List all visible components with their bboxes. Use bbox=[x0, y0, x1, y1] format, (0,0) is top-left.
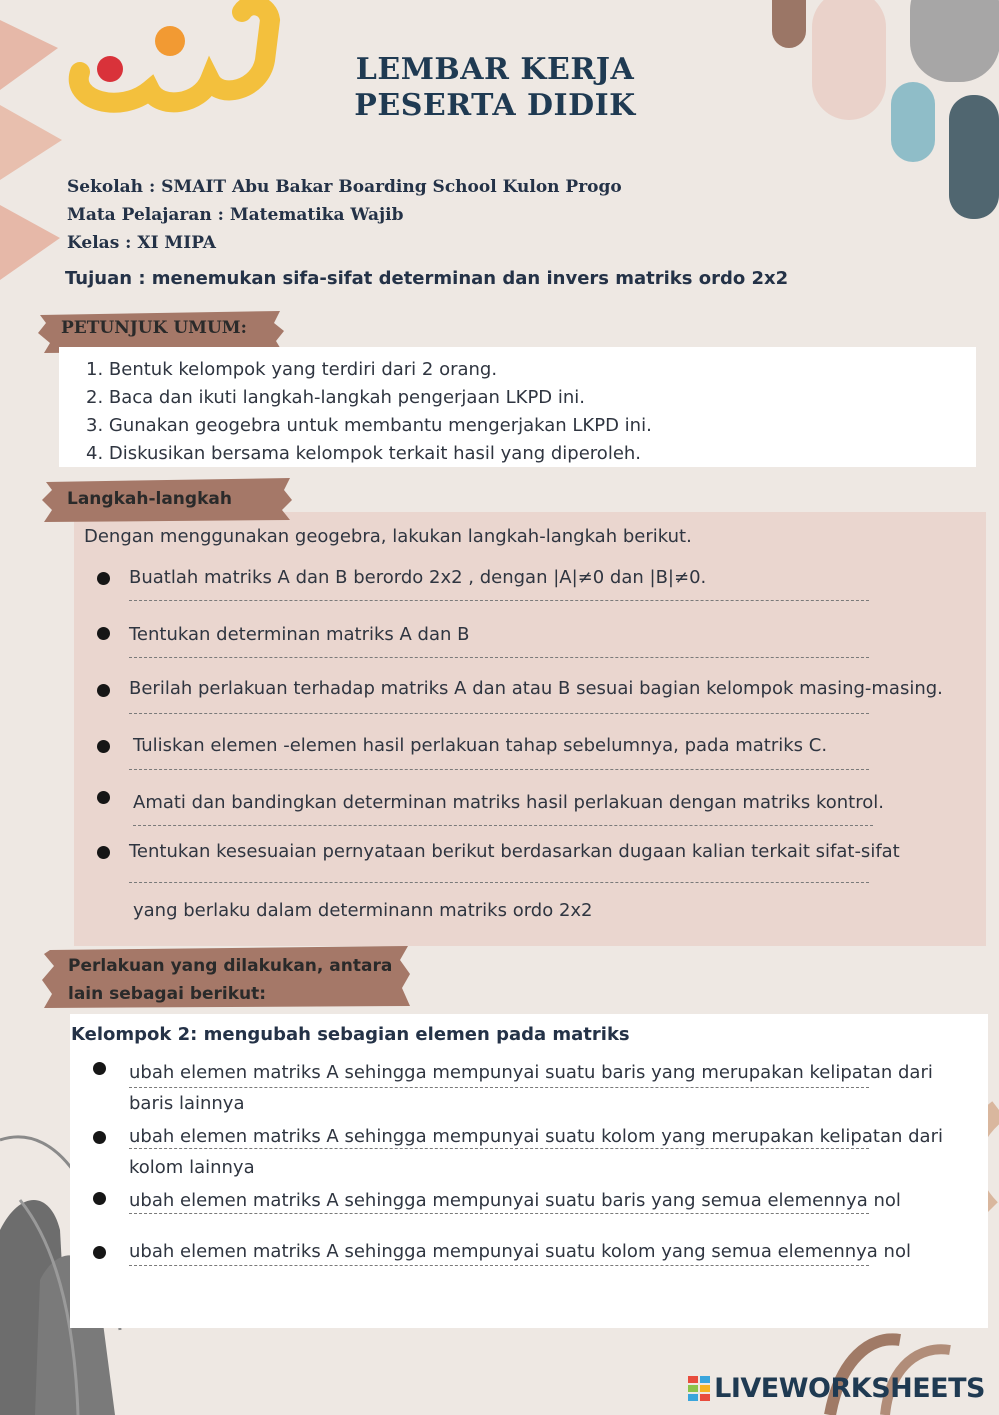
treatment-item bbox=[129, 1057, 933, 1119]
deco-red-dot bbox=[97, 56, 123, 82]
deco-slate-stroke bbox=[949, 95, 999, 219]
page-title bbox=[250, 52, 740, 124]
steps-intro: Dengan menggunakan geogebra, lakukan langkah-langkah berikut. bbox=[84, 526, 692, 547]
title-line-1: LEMBAR KERJA bbox=[355, 52, 635, 87]
treatment-item-line-1: ubah elemen matriks A sehingga mempunyai suatu kolom yang semua elemennya nol bbox=[129, 1241, 911, 1262]
deco-triangle-1 bbox=[0, 20, 58, 90]
subject-info: Mata Pelajaran : Matematika Wajib bbox=[67, 205, 404, 225]
treatment-item bbox=[129, 1121, 943, 1183]
step-item: Berilah perlakuan terhadap matriks A dan atau B sesuai bagian kelompok masing-masing. bbox=[129, 678, 943, 699]
treatment-item-line-2: baris lainnya bbox=[129, 1093, 245, 1114]
deco-brown-stroke bbox=[772, 0, 806, 48]
steps-label: Langkah-langkah bbox=[67, 489, 232, 509]
answer-line[interactable] bbox=[129, 1148, 869, 1149]
group-title: Kelompok 2: mengubah sebagian elemen pada matriks bbox=[71, 1024, 630, 1045]
step-item: Tentukan kesesuaian pernyataan berikut berdasarkan dugaan kalian terkait sifat-sifat bbox=[129, 841, 900, 862]
treatment-item bbox=[129, 1236, 911, 1267]
answer-line[interactable] bbox=[129, 882, 869, 883]
learning-goal: Tujuan : menemukan sifa-sifat determinan dan invers matriks ordo 2x2 bbox=[65, 268, 789, 289]
bullet-icon bbox=[97, 572, 110, 585]
instructions-label: PETUNJUK UMUM: bbox=[61, 318, 247, 338]
step-item: Tentukan determinan matriks A dan B bbox=[129, 624, 470, 645]
treatment-item bbox=[129, 1185, 901, 1216]
treatments-label-line-1: Perlakuan yang dilakukan, antara bbox=[68, 956, 393, 976]
answer-line[interactable] bbox=[129, 657, 869, 658]
deco-pink-stroke bbox=[812, 0, 886, 120]
treatment-item-line-1: ubah elemen matriks A sehingga mempunyai suatu kolom yang merupakan kelipatan dari bbox=[129, 1126, 943, 1147]
instruction-item: 2. Baca dan ikuti langkah-langkah pengerjaan LKPD ini. bbox=[86, 387, 586, 408]
bullet-icon bbox=[97, 684, 110, 697]
answer-line[interactable] bbox=[133, 825, 873, 826]
instruction-item: 3. Gunakan geogebra untuk membantu mengerjakan LKPD ini. bbox=[86, 415, 652, 436]
title-line-2: PESERTA DIDIK bbox=[354, 88, 636, 123]
bullet-icon bbox=[97, 740, 110, 753]
treatments-label-line-2: lain sebagai berikut: bbox=[68, 984, 267, 1004]
step-continuation: yang berlaku dalam determinann matriks ordo 2x2 bbox=[133, 900, 593, 921]
deco-blue-stroke bbox=[891, 82, 935, 162]
deco-triangle-2 bbox=[0, 105, 62, 180]
step-item: Amati dan bandingkan determinan matriks hasil perlakuan dengan matriks kontrol. bbox=[133, 792, 884, 813]
deco-triangle-3 bbox=[0, 205, 60, 280]
step-item: Tuliskan elemen -elemen hasil perlakuan tahap sebelumnya, pada matriks C. bbox=[133, 735, 828, 756]
answer-line[interactable] bbox=[129, 769, 869, 770]
bullet-icon bbox=[97, 627, 110, 640]
bullet-icon bbox=[93, 1062, 106, 1075]
instruction-item: 1. Bentuk kelompok yang terdiri dari 2 orang. bbox=[86, 359, 498, 380]
bullet-icon bbox=[93, 1246, 106, 1259]
deco-gray-stroke bbox=[910, 0, 999, 82]
liveworksheets-text: LIVEWORKSHEETS bbox=[714, 1373, 985, 1404]
liveworksheets-brand[interactable] bbox=[688, 1373, 985, 1404]
answer-line[interactable] bbox=[129, 1087, 869, 1088]
instruction-item: 4. Diskusikan bersama kelompok terkait hasil yang diperoleh. bbox=[86, 443, 642, 464]
bullet-icon bbox=[97, 791, 110, 804]
answer-line[interactable] bbox=[129, 1265, 869, 1266]
treatment-item-line-1: ubah elemen matriks A sehingga mempunyai suatu baris yang semua elemennya nol bbox=[129, 1190, 901, 1211]
answer-line[interactable] bbox=[129, 1213, 869, 1214]
treatment-item-line-2: kolom lainnya bbox=[129, 1157, 255, 1178]
step-item: Buatlah matriks A dan B berordo 2x2 , dengan |A|≠0 dan |B|≠0. bbox=[129, 567, 707, 588]
treatments-label bbox=[68, 952, 392, 1008]
class-info: Kelas : XI MIPA bbox=[67, 233, 216, 253]
bullet-icon bbox=[93, 1192, 106, 1205]
deco-orange-dot bbox=[155, 26, 185, 56]
bullet-icon bbox=[93, 1131, 106, 1144]
instructions-list bbox=[86, 356, 652, 468]
answer-line[interactable] bbox=[129, 600, 869, 601]
treatment-item-line-1: ubah elemen matriks A sehingga mempunyai suatu baris yang merupakan kelipatan dari bbox=[129, 1062, 933, 1083]
liveworksheets-logo-icon bbox=[688, 1376, 712, 1402]
school-info: Sekolah : SMAIT Abu Bakar Boarding School Kulon Progo bbox=[67, 177, 622, 197]
bullet-icon bbox=[97, 846, 110, 859]
answer-line[interactable] bbox=[129, 713, 869, 714]
